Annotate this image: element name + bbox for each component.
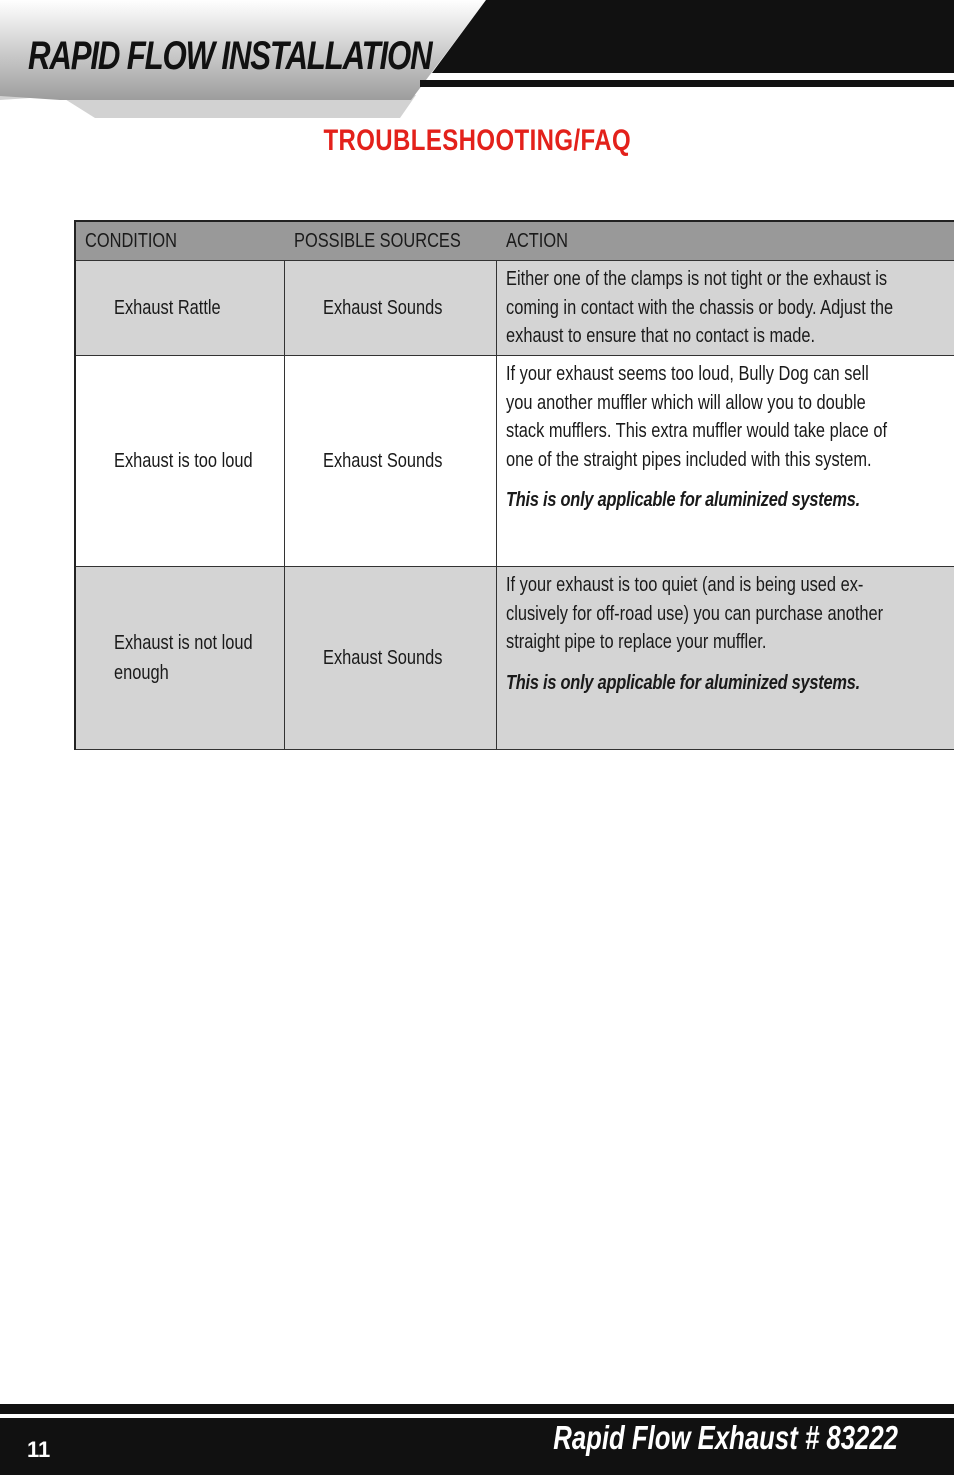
action-note: This is only applicable for aluminized systems. bbox=[506, 489, 861, 512]
table-header-row bbox=[75, 221, 954, 261]
action-text: If your exhaust is too quiet (and is being used ex-clusively for off-road use) you can purchase another straight pipe to replace your muffler. bbox=[506, 574, 884, 654]
page-title: RAPID FLOW INSTALLATION bbox=[28, 34, 432, 78]
footer bbox=[0, 1404, 954, 1475]
column-header-condition: CONDITION bbox=[75, 221, 285, 261]
footer-product-title: Rapid Flow Exhaust # 83222 bbox=[553, 1419, 898, 1456]
footer-rule bbox=[0, 1404, 954, 1414]
condition-cell: Exhaust is not loud enough bbox=[75, 567, 285, 750]
column-header-action: ACTION bbox=[497, 221, 954, 261]
page-number: 11 bbox=[27, 1437, 51, 1462]
action-text: If your exhaust seems too loud, Bully Dog can sell you another muffler which will allow you to double stack mufflers. This extra muffler would take place of one of the straight pipes included with this system. bbox=[506, 363, 888, 471]
source-cell: Exhaust Sounds bbox=[285, 261, 497, 356]
table-row bbox=[75, 261, 954, 356]
section-heading bbox=[0, 124, 954, 158]
condition-cell: Exhaust Rattle bbox=[75, 261, 285, 356]
source-cell: Exhaust Sounds bbox=[285, 356, 497, 567]
action-cell bbox=[497, 261, 954, 356]
section-heading-text: TROUBLESHOOTING/FAQ bbox=[323, 124, 631, 157]
table-row bbox=[75, 567, 954, 750]
condition-cell: Exhaust is too loud bbox=[75, 356, 285, 567]
source-cell: Exhaust Sounds bbox=[285, 567, 497, 750]
action-cell bbox=[497, 356, 954, 567]
action-note: This is only applicable for aluminized systems. bbox=[506, 671, 861, 694]
column-header-sources: POSSIBLE SOURCES bbox=[285, 221, 497, 261]
action-text: Either one of the clamps is not tight or the exhaust is coming in contact with the chassis or body. Adjust the exhaust to ensure that no contact is made. bbox=[506, 268, 894, 348]
troubleshooting-table bbox=[74, 220, 954, 750]
header-banner bbox=[0, 0, 954, 125]
table-row bbox=[75, 356, 954, 567]
action-cell bbox=[497, 567, 954, 750]
